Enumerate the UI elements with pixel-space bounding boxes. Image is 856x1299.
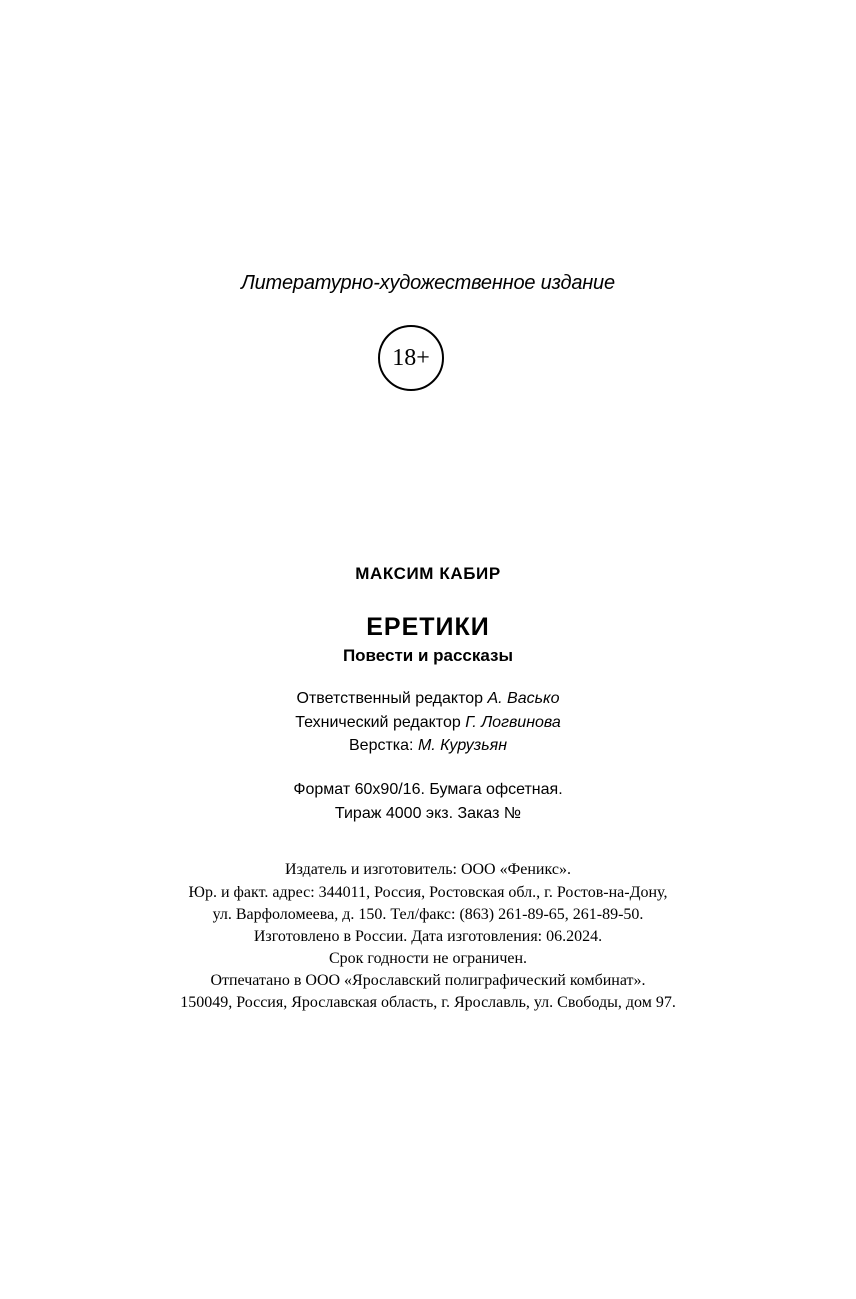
credit-name: А. Васько — [487, 690, 560, 707]
imprint-line: Издатель и изготовитель: ООО «Феникс». — [285, 861, 571, 878]
imprint-line: Изготовлено в России. Дата изготовления: 06.2024. — [253, 928, 603, 945]
print-run-line: Тираж 4000 экз. Заказ № — [334, 805, 522, 822]
author-name: МАКСИМ КАБИР — [355, 564, 501, 583]
age-rating-badge — [378, 325, 444, 391]
age-rating-text: 18+ — [392, 344, 430, 371]
book-subtitle: Повести и рассказы — [342, 646, 514, 665]
edition-type: Литературно-художественное издание — [241, 272, 615, 294]
credit-role: Технический редактор — [295, 714, 461, 731]
book-title: ЕРЕТИКИ — [366, 613, 490, 641]
credit-name: Г. Логвинова — [465, 714, 561, 731]
format-line: Формат 60x90/16. Бумага офсетная. — [293, 781, 563, 798]
credit-name: М. Курузьян — [417, 737, 507, 754]
credit-line — [0, 714, 856, 732]
credit-line — [0, 737, 856, 755]
imprint-line: Отпечатано в ООО «Ярославский полиграфический комбинат». — [210, 972, 646, 989]
credit-role: Верстка: — [349, 737, 414, 754]
credit-line — [0, 690, 856, 708]
imprint-line: 150049, Россия, Ярославская область, г. Ярославль, ул. Свободы, дом 97. — [180, 994, 676, 1011]
credit-role: Ответственный редактор — [296, 690, 484, 707]
imprint-line: Срок годности не ограничен. — [328, 950, 528, 967]
imprint-line: Юр. и факт. адрес: 344011, Россия, Ростовская обл., г. Ростов-на-Дону, — [188, 884, 668, 901]
imprint-line: ул. Варфоломеева, д. 150. Тел/факс: (863) 261-89-65, 261-89-50. — [212, 906, 644, 923]
